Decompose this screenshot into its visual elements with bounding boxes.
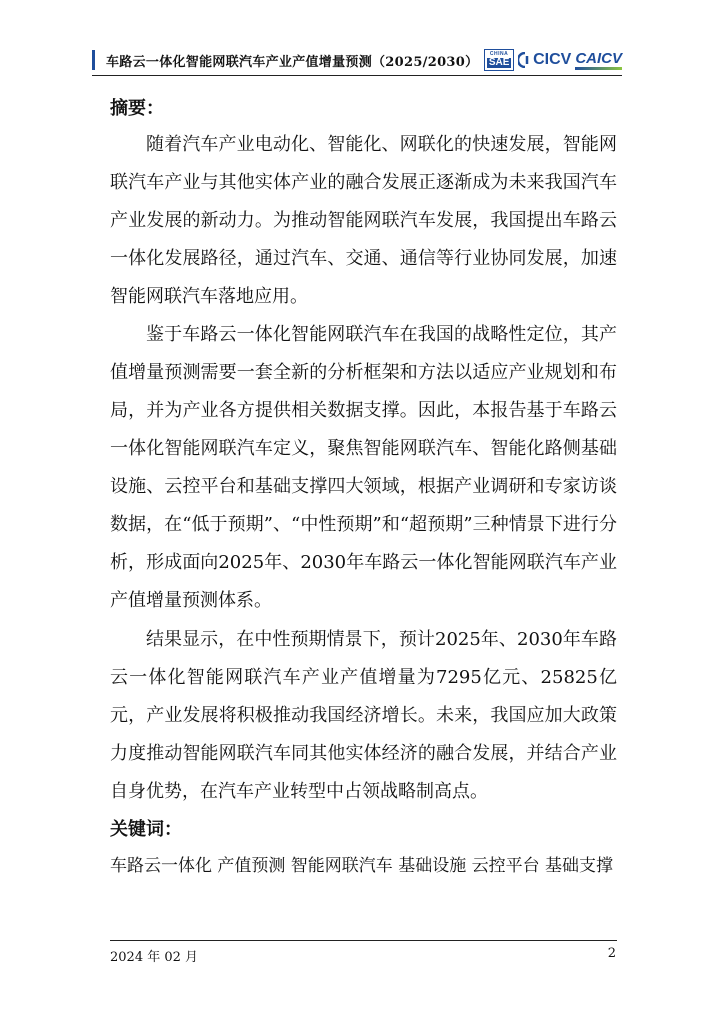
china-sae-logo xyxy=(484,49,514,71)
header-logos xyxy=(484,48,622,72)
sae-logo-line1: CHINA xyxy=(489,51,509,57)
keywords-list: 车路云一体化 产值预测 智能网联汽车 基础设施 云控平台 基础支撑 xyxy=(110,856,614,876)
abstract-paragraph-3: 结果显示，在中性预期情景下，预计2025年、2030年车路云一体化智能网联汽车产业产值增量为7295亿元、25825亿元，产业发展将积极推动我国经济增长。未来，我国应加大政策力度推动智能网联汽车同其他实体经济的融合发展，并结合产业自身优势，在汽车产业转型中占领战略制高点。 xyxy=(110,629,617,802)
keywords-heading: 关键词： xyxy=(110,819,182,840)
cicv-logo xyxy=(518,51,571,69)
header-accent-bar xyxy=(92,50,95,70)
abstract-paragraph-2: 鉴于车路云一体化智能网联汽车在我国的战略性定位，其产值增量预测需要一套全新的分析框架和方法以适应产业规划和布局，并为产业各方提供相关数据支撑。因此，本报告基于车路云一体化智能网联汽车定义，聚焦智能网联汽车、智能化路侧基础设施、云控平台和基础支撑四大领域，根据产业调研和专家访谈数据，在“低于预期”、“中性预期”和“超预期”三种情景下进行分析，形成面向2025年、2030年车路云一体化智能网联汽车产业产值增量预测体系。 xyxy=(110,324,617,611)
page-header xyxy=(92,48,622,74)
header-title: 车路云一体化智能网联汽车产业产值增量预测（2025/2030） xyxy=(106,55,479,70)
cicv-emblem-icon xyxy=(518,52,532,68)
sae-logo-line2: SAE xyxy=(488,57,510,68)
cicv-logo-text: CICV xyxy=(533,51,572,68)
abstract-paragraph-1: 随着汽车产业电动化、智能化、网联化的快速发展，智能网联汽车产业与其他实体产业的融合发展正逐渐成为未来我国汽车产业发展的新动力。为推动智能网联汽车发展，我国提出车路云一体化发展路径，通过汽车、交通、通信等行业协同发展，加速智能网联汽车落地应用。 xyxy=(110,134,617,307)
page-number: 2 xyxy=(607,946,616,961)
footer-divider xyxy=(110,940,617,941)
header-divider xyxy=(92,75,622,76)
caicv-logo: CAICV xyxy=(575,50,622,70)
footer-date: 2024 年 02 月 xyxy=(110,950,199,965)
abstract-heading: 摘要： xyxy=(110,98,164,119)
